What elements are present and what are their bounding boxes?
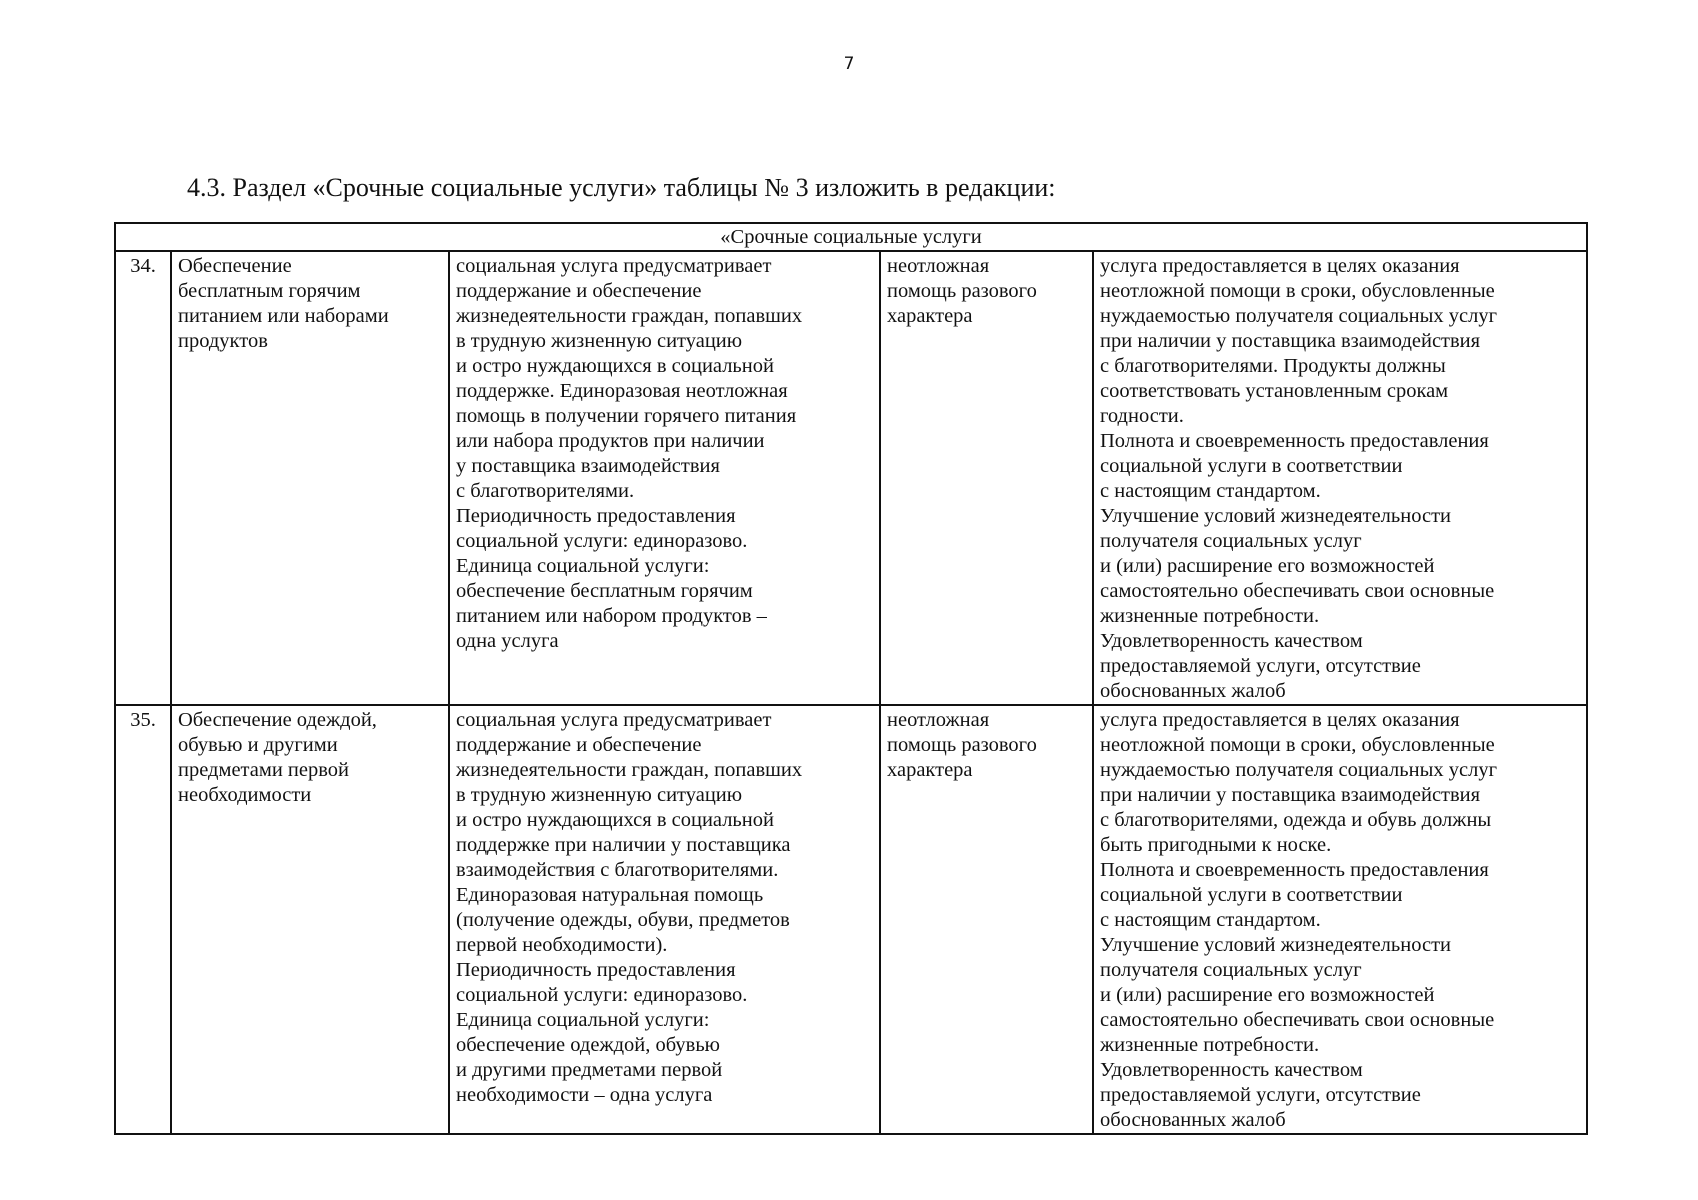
table-row (115, 705, 1587, 1134)
service-name: Обеспечение бесплатным горячим питанием или наборами продуктов (171, 251, 449, 705)
service-type: неотложная помощь разового характера (880, 251, 1093, 705)
service-type: неотложная помощь разового характера (880, 705, 1093, 1134)
service-description: социальная услуга предусматривает поддержание и обеспечение жизнедеятельности граждан, попавших в трудную жизненную ситуацию и остро нуждающихся в социальной поддержке. Единоразовая неотложная помощь в получении горячего питания или набора продуктов при наличии у поставщика взаимодействия с благотворителями. Периодичность предоставления социальной услуги: единоразово. Единица социальной услуги: обеспечение бесплатным горячим питанием или набором продуктов – одна услуга (449, 251, 880, 705)
service-name: Обеспечение одеждой, обувью и другими предметами первой необходимости (171, 705, 449, 1134)
table-row (115, 251, 1587, 705)
table-section-row (115, 223, 1587, 251)
service-conditions: услуга предоставляется в целях оказания неотложной помощи в сроки, обусловленные нуждаемостью получателя социальных услуг при наличии у поставщика взаимодействия с благотворителями, одежда и обувь должны быть пригодными к носке. Полнота и своевременность предоставления социальной услуги в соответствии с настоящим стандартом. Улучшение условий жизнедеятельности получателя социальных услуг и (или) расширение его возможностей самостоятельно обеспечивать свои основные жизненные потребности. Удовлетворенность качеством предоставляемой услуги, отсутствие обоснованных жалоб (1093, 705, 1587, 1134)
page-number: 7 (843, 54, 855, 74)
row-number: 35. (115, 705, 171, 1134)
section-heading: 4.3. Раздел «Срочные социальные услуги» таблицы № 3 изложить в редакции: (187, 173, 1056, 202)
row-number: 34. (115, 251, 171, 705)
services-table (114, 222, 1588, 1135)
service-description: социальная услуга предусматривает поддержание и обеспечение жизнедеятельности граждан, попавших в трудную жизненную ситуацию и остро нуждающихся в социальной поддержке при наличии у поставщика взаимодействия с благотворителями. Единоразовая натуральная помощь (получение одежды, обуви, предметов первой необходимости). Периодичность предоставления социальной услуги: единоразово. Единица социальной услуги: обеспечение одеждой, обувью и другими предметами первой необходимости – одна услуга (449, 705, 880, 1134)
service-conditions: услуга предоставляется в целях оказания неотложной помощи в сроки, обусловленные нуждаемостью получателя социальных услуг при наличии у поставщика взаимодействия с благотворителями. Продукты должны соответствовать установленным срокам годности. Полнота и своевременность предоставления социальной услуги в соответствии с настоящим стандартом. Улучшение условий жизнедеятельности получателя социальных услуг и (или) расширение его возможностей самостоятельно обеспечивать свои основные жизненные потребности. Удовлетворенность качеством предоставляемой услуги, отсутствие обоснованных жалоб (1093, 251, 1587, 705)
table-section-title: «Срочные социальные услуги (115, 223, 1587, 251)
